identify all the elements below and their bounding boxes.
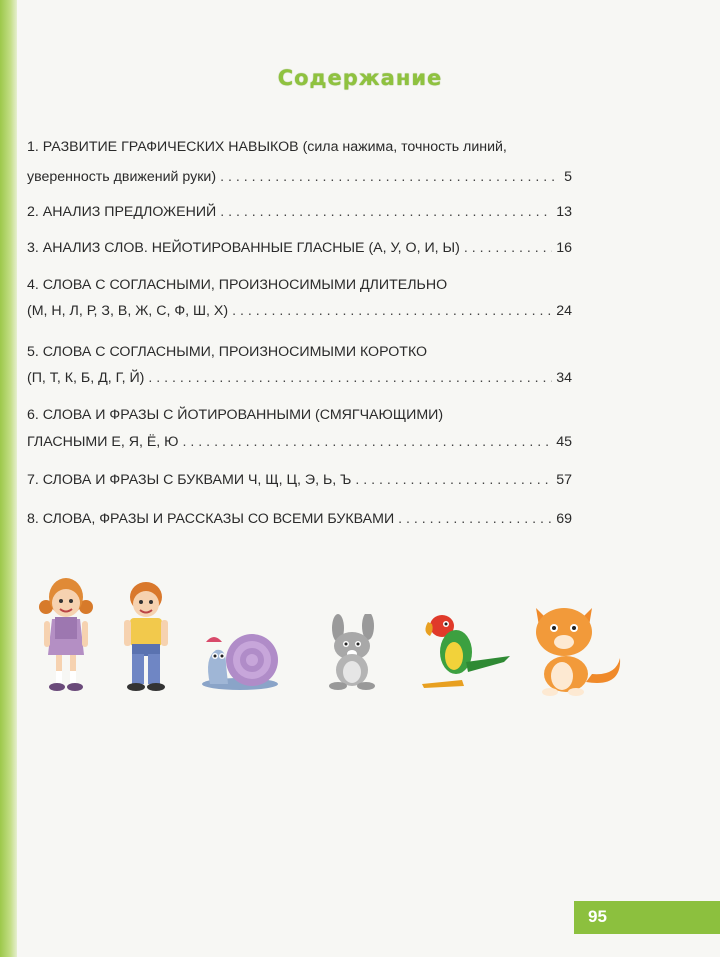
leader-dots [355, 465, 552, 495]
leader-dots [398, 504, 552, 534]
toc-entry-6-line-2: ГЛАСНЫМИ Е, Я, Ё, Ю [27, 434, 179, 450]
left-green-stripe [0, 0, 17, 957]
toc-entry-3-title: 3. АНАЛИЗ СЛОВ. НЕЙОТИРОВАННЫЕ ГЛАСНЫЕ (А, У, О, И, Ы) [27, 240, 460, 256]
toc-entry-6[interactable] [27, 400, 572, 457]
leader-dots [183, 427, 553, 457]
page-title: Содержание [277, 66, 443, 90]
toc-entry-8[interactable] [27, 504, 572, 534]
toc-entry-1-line-2: уверенность движений руки) [27, 169, 217, 185]
leader-dots [220, 197, 552, 227]
toc-entry-1-line-1: 1. РАЗВИТИЕ ГРАФИЧЕСКИХ НАВЫКОВ (сила нажима, точность линий, [27, 139, 507, 155]
toc-entry-8-page: 69 [556, 511, 572, 527]
toc-entry-4-line-2: (М, Н, Л, Р, З, В, Ж, С, Ф, Ш, Х) [27, 303, 229, 319]
leader-dots [232, 296, 552, 326]
toc-entry-6-page: 45 [556, 434, 572, 450]
toc-entry-2-title: 2. АНАЛИЗ ПРЕДЛОЖЕНИЙ [27, 204, 217, 220]
toc-entry-1-page: 5 [564, 169, 572, 185]
toc-entry-7-page: 57 [556, 472, 572, 488]
leader-dots [148, 363, 552, 393]
snail-illustration [200, 628, 284, 692]
toc-entry-4-line-1: 4. СЛОВА С СОГЛАСНЫМИ, ПРОИЗНОСИМЫМИ ДЛИТЕЛЬНО [27, 277, 448, 293]
toc-entry-4-page: 24 [556, 303, 572, 319]
toc-entry-1[interactable] [27, 132, 572, 192]
cat-illustration [530, 598, 626, 698]
toc-entry-5[interactable] [27, 337, 572, 393]
leader-dots [464, 233, 552, 263]
toc-entry-6-line-1: 6. СЛОВА И ФРАЗЫ С ЙОТИРОВАННЫМИ (СМЯГЧАЮЩИМИ) [27, 407, 444, 423]
leader-dots [220, 162, 554, 192]
girl-illustration [38, 573, 94, 695]
toc-entry-5-page: 34 [556, 370, 572, 386]
toc-entry-5-line-2: (П, Т, К, Б, Д, Г, Й) [27, 370, 145, 386]
toc-entry-2[interactable] [27, 197, 572, 227]
toc-entry-3-page: 16 [556, 240, 572, 256]
toc-entry-3[interactable] [27, 233, 572, 263]
boy-illustration [120, 580, 172, 692]
toc-entry-8-title: 8. СЛОВА, ФРАЗЫ И РАССКАЗЫ СО ВСЕМИ БУКВАМИ [27, 511, 395, 527]
toc-entry-4[interactable] [27, 270, 572, 326]
toc-entry-7[interactable] [27, 465, 572, 495]
toc-entry-2-page: 13 [556, 204, 572, 220]
toc-entry-5-line-1: 5. СЛОВА С СОГЛАСНЫМИ, ПРОИЗНОСИМЫМИ КОРОТКО [27, 344, 428, 360]
page-number: 95 [588, 907, 607, 926]
rabbit-illustration [318, 614, 386, 690]
parrot-illustration [420, 612, 512, 692]
toc-entry-7-title: 7. СЛОВА И ФРАЗЫ С БУКВАМИ Ч, Щ, Ц, Э, Ь, Ъ [27, 472, 352, 488]
